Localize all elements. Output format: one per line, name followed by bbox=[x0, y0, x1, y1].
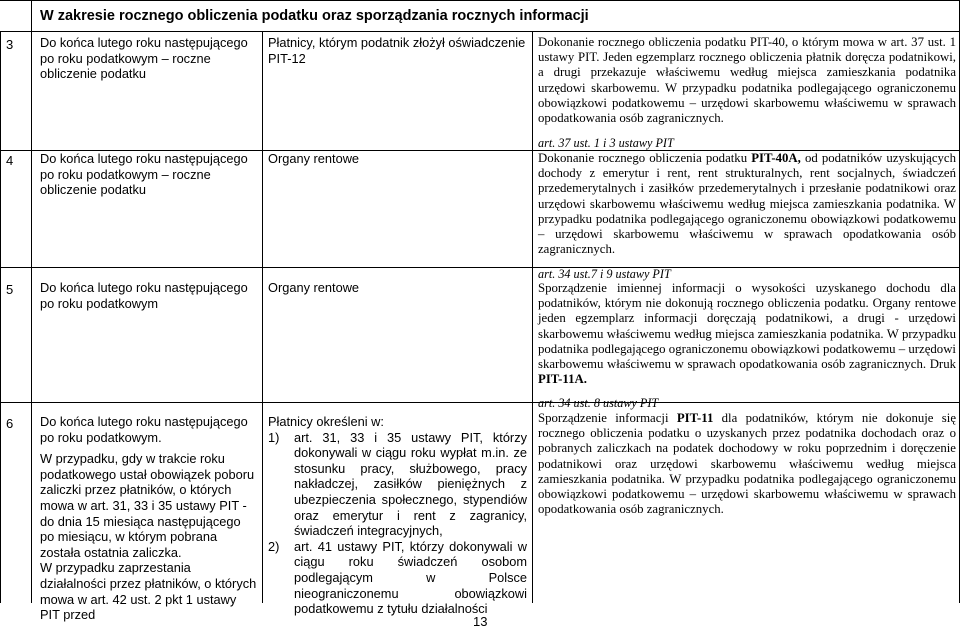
form-name: PIT-11 bbox=[676, 411, 714, 425]
row-number: 3 bbox=[6, 37, 14, 52]
description-text: Dokonanie rocznego obliczenia podatku bbox=[538, 35, 750, 49]
deadline-cell: Do końca lutego roku następującego po roku podatkowym – roczne obliczenie podatku bbox=[40, 151, 248, 198]
description-text: dla podatników, którym nie dokonuje się rocznego obliczenia podatku o uzyskanych przez podatnika dochodach oraz o pobranych zaliczkach na podatek dochodowy w roku poprzednim i doręczenie podatnikowi oraz urzędowi skarbowemu właściwemu według miejsca zamieszkania podatnika. W przypadku podatnika podlegającego ograniczonemu obowiązkowi podatkowemu – urzędowi skarbowemu właściwemu w sprawach opodatkowania osób zagranicznych. bbox=[538, 411, 957, 517]
description-text: od podatników uzyskujących dochody z emerytur i rent, rent strukturalnych, rent socjalnych, świadczeń przedemerytalnych i zasiłków przedemerytalnych i przesłanie podatnikowi oraz urzędowi skarbowemu właściwemu według miejsca zamieszkania podatnika. W przypadku podatnika podlegającego ograniczonemu obowiązkowi podatkowemu – urzędowi skarbowemu właściwemu w sprawach opodatkowania osób zagranicznych. bbox=[538, 151, 956, 257]
description-text: Dokonanie rocznego obliczenia podatku bbox=[538, 151, 752, 165]
legal-reference: art. 37 ust. 1 i 3 ustawy PIT bbox=[538, 136, 674, 150]
page-number: 13 bbox=[473, 614, 488, 629]
payer-cell bbox=[268, 414, 527, 617]
list-marker: 1) bbox=[268, 429, 280, 445]
description-cell bbox=[538, 411, 956, 517]
deadline-exception: W przypadku zaprzestania działalności przez płatników, o których mowa w art. 42 ust. 2 pkt 1 ustawy PIT przed bbox=[40, 560, 257, 623]
deadline-cell: Do końca lutego roku następującego po roku podatkowym – roczne obliczenie podatku bbox=[40, 35, 248, 82]
form-name: PIT-40A, bbox=[751, 151, 801, 165]
list-item-text: art. 41 ustawy PIT, którzy dokonywali w ciągu roku świadczeń osobom podlegającym w Polsce nieograniczonemu obowiązkowi podatkowemu z tytułu działalności bbox=[294, 538, 527, 617]
deadline-cell: Do końca lutego roku następującego po roku podatkowym bbox=[40, 280, 248, 311]
deadline-main: Do końca lutego roku następującego po roku podatkowym. bbox=[40, 414, 248, 445]
column-divider-number bbox=[31, 0, 32, 603]
list-item-text: art. 31, 33 i 35 ustawy PIT, którzy dokonywali w ciągu roku wypłat m.in. ze stosunku pracy, służbowego, pracy nakładczej, zasiłków pieniężnych z ubezpieczenia społecznego, stypendiów oraz emerytur i rent z zagranicy, świadczeń integracyjnych, bbox=[294, 429, 527, 539]
row-number: 5 bbox=[6, 282, 14, 297]
deadline-exception: W przypadku, gdy w trakcie roku podatkowego ustał obowiązek poboru zaliczki przez płatników, o których mowa w art. 31, 33 i 35 ustawy PIT - do dnia 15 miesiąca następującego po miesiącu, w którym pobrana została ostatnia zaliczka. bbox=[40, 451, 255, 560]
deadline-cell bbox=[40, 414, 258, 623]
list-item bbox=[268, 539, 527, 617]
column-divider-term bbox=[262, 32, 263, 603]
list-item bbox=[268, 430, 527, 539]
payer-heading: Płatnicy określeni w: bbox=[268, 414, 384, 429]
description-text: Sporządzenie imiennej informacji o wysokości uzyskanego dochodu dla podatników, którym nie dokonują rocznego obliczenia podatku. Organy rentowe jeden egzemplarz informacji doręczają podatnikowi, a drugi - urzędowi skarbowemu właściwemu według miejsca zamieszkania podatnika. W przypadku podatnika podlegającego ograniczonemu obowiązkowi podatkowemu – urzędowi skarbowemu właściwemu w sprawach opodatkowania osób zagranicznych. Druk bbox=[538, 281, 956, 372]
payer-cell: Płatnicy, którym podatnik złożył oświadczenie PIT-12 bbox=[268, 35, 526, 66]
column-divider-payer bbox=[532, 32, 533, 603]
description-cell bbox=[538, 35, 956, 126]
list-marker: 2) bbox=[268, 538, 280, 554]
row-number: 4 bbox=[6, 153, 14, 168]
section-title: W zakresie rocznego obliczenia podatku oraz sporządzania rocznych informacji bbox=[40, 8, 589, 24]
description-text: Sporządzenie informacji bbox=[538, 411, 677, 425]
description-cell bbox=[538, 151, 956, 257]
payer-cell: Organy rentowe bbox=[268, 280, 360, 295]
section-header bbox=[0, 0, 960, 32]
payer-cell: Organy rentowe bbox=[268, 151, 360, 166]
legal-reference: art. 34 ust.7 i 9 ustawy PIT bbox=[538, 267, 671, 281]
table-border-left bbox=[0, 32, 1, 603]
description-cell bbox=[538, 281, 956, 387]
row-number: 6 bbox=[6, 416, 14, 431]
form-name: PIT-40 bbox=[749, 35, 785, 49]
description-text: , o którym mowa w art. 37 ust. 1 ustawy PIT. Jeden egzemplarz rocznego obliczenia płatnik doręcza podatnikowi, a drugi przekazuje właściwemu według miejsca zamieszkania podatnika urzędowi skarbowemu. W przypadku podatnika podlegającego ograniczonemu obowiązkowi podatkowemu – urzędowi skarbowemu właściwemu w sprawach opodatkowania osób zagranicznych. bbox=[538, 35, 956, 126]
form-name: PIT-11A. bbox=[538, 372, 587, 387]
payer-list bbox=[268, 430, 527, 617]
legal-reference: art. 34 ust. 8 ustawy PIT bbox=[538, 396, 659, 410]
